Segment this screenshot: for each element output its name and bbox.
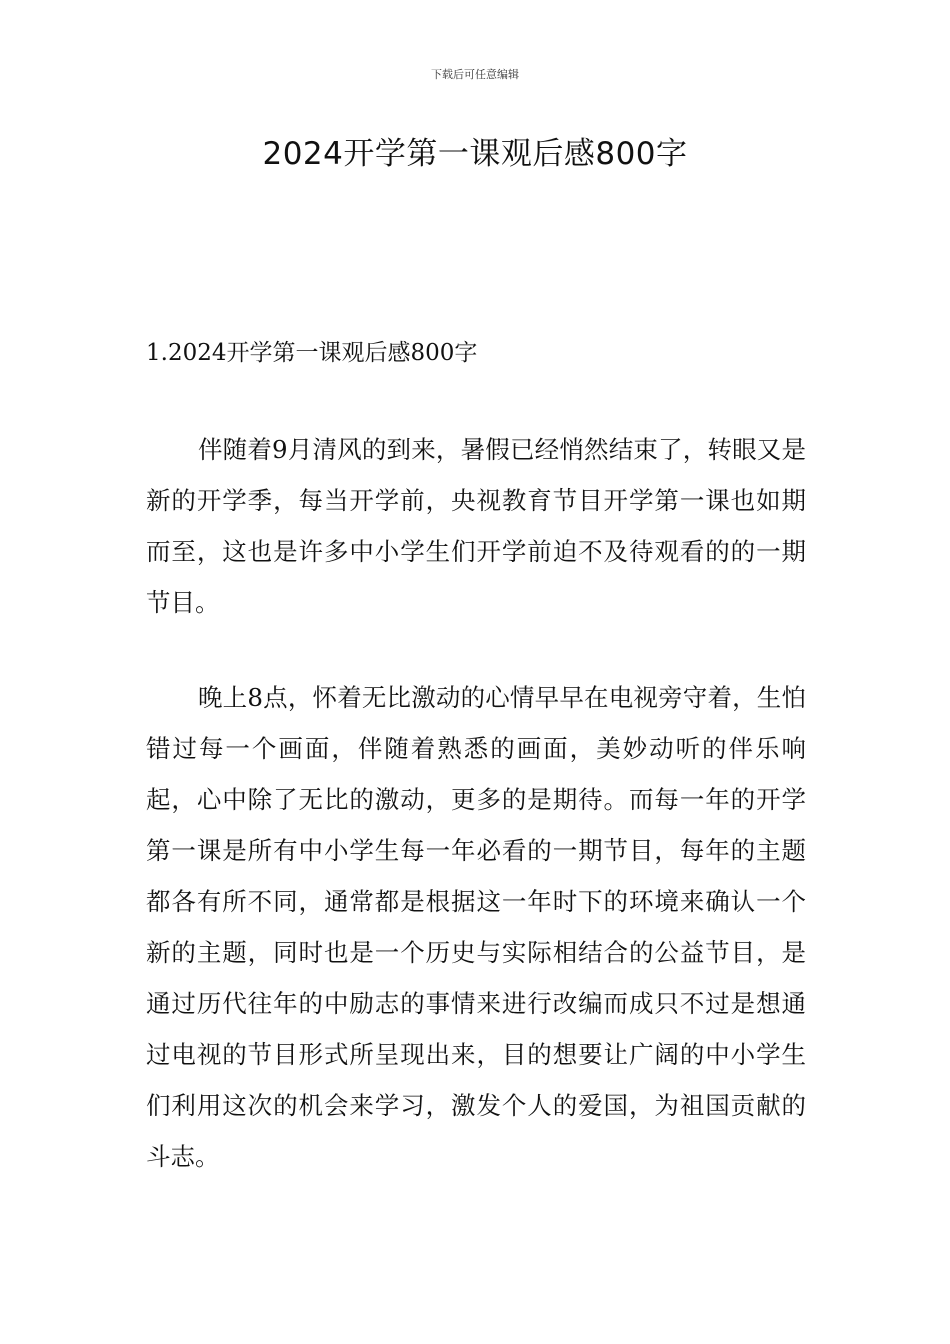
- header-note: 下载后可任意编辑: [431, 68, 519, 81]
- section-heading: 1.2024开学第一课观后感800字: [146, 340, 478, 366]
- document-title: 2024开学第一课观后感800字: [262, 136, 688, 172]
- paragraph-1: 伴随着9月清风的到来，暑假已经悄然结束了，转眼又是新的开学季，每当开学前，央视教育节目开学第一课也如期而至，这也是许多中小学生们开学前迫不及待观看的的一期节目。: [146, 435, 806, 617]
- paragraph-2: 晚上8点，怀着无比激动的心情早早在电视旁守着，生怕错过每一个画面，伴随着熟悉的画面，美妙动听的伴乐响起，心中除了无比的激动，更多的是期待。而每一年的开学第一课是所有中小学生每一年必看的一期节目，每年的主题都各有所不同，通常都是根据这一年时下的环境来确认一个新的主题，同时也是一个历史与实际相结合的公益节目，是通过历代往年的中励志的事情来进行改编而成只不过是想通过电视的节目形式所呈现出来，目的想要让广阔的中小学生们利用这次的机会来学习，激发个人的爱国，为祖国贡献的斗志。: [146, 683, 806, 1171]
